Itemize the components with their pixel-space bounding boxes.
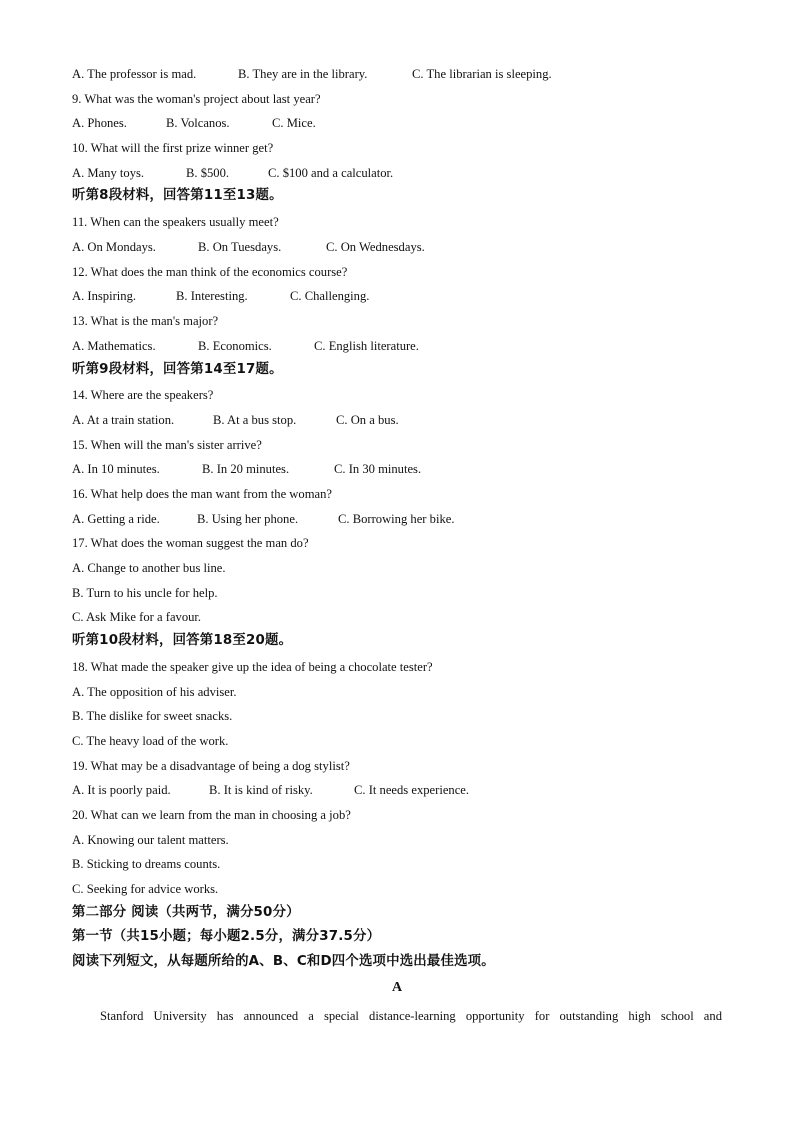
passage-first-line: Stanford University has announced a special distance-learning opportunity for outstanding high school and xyxy=(100,1009,722,1023)
q18-stem: 18. What made the speaker give up the idea of being a chocolate tester? xyxy=(72,660,433,674)
section-10-header: 听第10段材料，回答第18至20题。 xyxy=(72,633,293,648)
section-9-header: 听第9段材料，回答第14至17题。 xyxy=(72,362,283,377)
part-2-section-1-header: 第一节（共15小题；每小题2.5分，满分37.5分） xyxy=(72,929,381,944)
q10-option-a: A. Many toys. xyxy=(72,166,145,180)
part-2-header: 第二部分 阅读（共两节，满分50分） xyxy=(72,905,300,920)
q17-stem: 17. What does the woman suggest the man do? xyxy=(72,536,309,550)
q10-option-b: B. $500. xyxy=(186,166,230,180)
q15-option-c: C. In 30 minutes. xyxy=(334,462,422,476)
passage-label: A xyxy=(391,980,403,995)
q16-option-a: A. Getting a ride. xyxy=(72,512,160,526)
q14-options xyxy=(72,412,399,428)
q12-option-b: B. Interesting. xyxy=(176,289,248,303)
q13-option-a: A. Mathematics. xyxy=(72,339,156,353)
q20-option-b: B. Sticking to dreams counts. xyxy=(72,857,221,871)
q11-stem: 11. When can the speakers usually meet? xyxy=(72,215,279,229)
q18-option-c: C. The heavy load of the work. xyxy=(72,734,229,748)
q9-option-b: B. Volcanos. xyxy=(166,116,230,130)
q17-option-c: C. Ask Mike for a favour. xyxy=(72,610,202,624)
q14-option-b: B. At a bus stop. xyxy=(213,413,297,427)
q15-stem: 15. When will the man's sister arrive? xyxy=(72,438,262,452)
q8-option-a: A. The professor is mad. xyxy=(72,67,197,81)
q14-option-a: A. At a train station. xyxy=(72,413,175,427)
q12-option-c: C. Challenging. xyxy=(290,289,370,303)
q19-option-c: C. It needs experience. xyxy=(354,783,470,797)
q18-option-b: B. The dislike for sweet snacks. xyxy=(72,709,233,723)
q13-stem: 13. What is the man's major? xyxy=(72,314,219,328)
q8-options xyxy=(72,66,552,82)
q9-options xyxy=(72,115,316,131)
q16-option-b: B. Using her phone. xyxy=(197,512,299,526)
q18-option-a: A. The opposition of his adviser. xyxy=(72,685,237,699)
q16-option-c: C. Borrowing her bike. xyxy=(338,512,455,526)
q16-options xyxy=(72,511,454,527)
q9-option-a: A. Phones. xyxy=(72,116,127,130)
q11-option-a: A. On Mondays. xyxy=(72,240,156,254)
q10-stem: 10. What will the first prize winner get? xyxy=(72,141,274,155)
q17-option-a: A. Change to another bus line. xyxy=(72,561,226,575)
q14-stem: 14. Where are the speakers? xyxy=(72,388,214,402)
q13-option-b: B. Economics. xyxy=(198,339,272,353)
q8-option-b: B. They are in the library. xyxy=(238,67,368,81)
q20-option-a: A. Knowing our talent matters. xyxy=(72,833,229,847)
q11-options xyxy=(72,239,425,255)
q8-option-c: C. The librarian is sleeping. xyxy=(412,67,552,81)
q20-option-c: C. Seeking for advice works. xyxy=(72,882,219,896)
section-8-header: 听第8段材料，回答第11至13题。 xyxy=(72,188,283,203)
q12-options xyxy=(72,288,369,304)
q20-stem: 20. What can we learn from the man in choosing a job? xyxy=(72,808,351,822)
q9-stem: 9. What was the woman's project about last year? xyxy=(72,92,321,106)
q17-option-b: B. Turn to his uncle for help. xyxy=(72,586,218,600)
q14-option-c: C. On a bus. xyxy=(336,413,399,427)
q12-stem: 12. What does the man think of the economics course? xyxy=(72,265,348,279)
q10-options xyxy=(72,165,393,181)
q19-option-b: B. It is kind of risky. xyxy=(209,783,313,797)
q16-stem: 16. What help does the man want from the woman? xyxy=(72,487,332,501)
q15-options xyxy=(72,461,421,477)
reading-instruction: 阅读下列短文，从每题所给的A、B、C和D四个选项中选出最佳选项。 xyxy=(72,954,495,969)
q19-stem: 19. What may be a disadvantage of being a dog stylist? xyxy=(72,759,350,773)
q19-option-a: A. It is poorly paid. xyxy=(72,783,171,797)
q13-options xyxy=(72,338,419,354)
q19-options xyxy=(72,782,469,798)
q11-option-c: C. On Wednesdays. xyxy=(326,240,425,254)
q15-option-a: A. In 10 minutes. xyxy=(72,462,160,476)
q15-option-b: B. In 20 minutes. xyxy=(202,462,290,476)
q11-option-b: B. On Tuesdays. xyxy=(198,240,282,254)
q10-option-c: C. $100 and a calculator. xyxy=(268,166,394,180)
q9-option-c: C. Mice. xyxy=(272,116,316,130)
q13-option-c: C. English literature. xyxy=(314,339,419,353)
q12-option-a: A. Inspiring. xyxy=(72,289,137,303)
